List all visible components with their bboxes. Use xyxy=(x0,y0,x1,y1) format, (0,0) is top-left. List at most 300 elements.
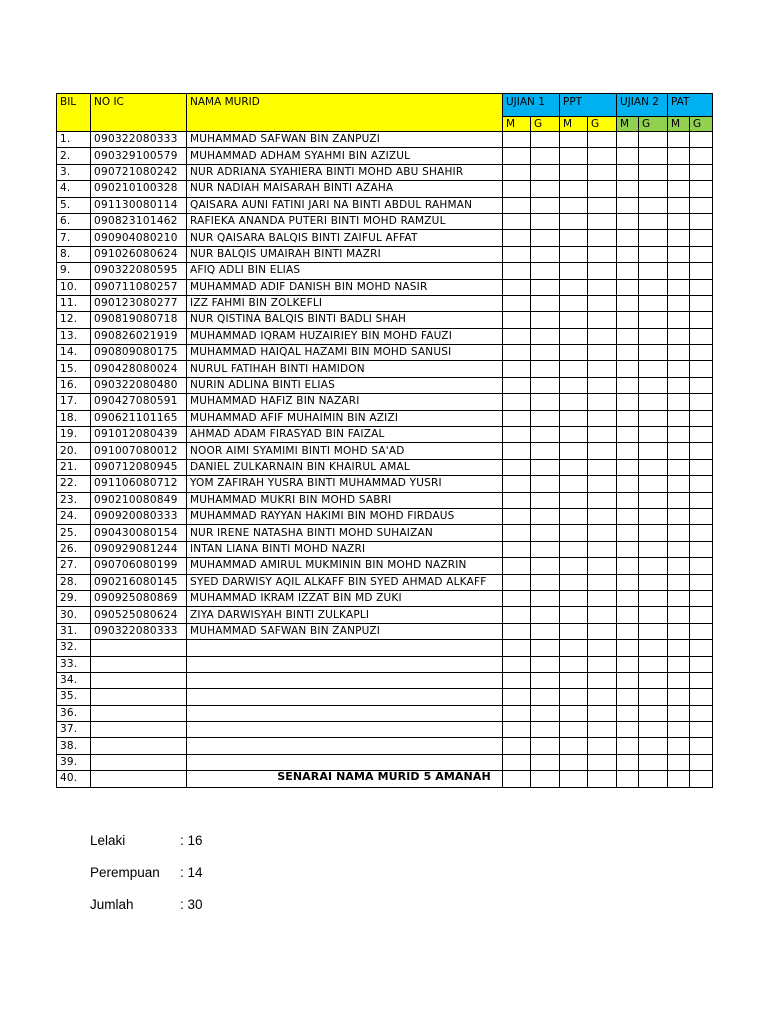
score-cell xyxy=(531,213,560,229)
score-cell xyxy=(588,722,617,738)
score-cell xyxy=(690,328,713,344)
student-name-cell: MUHAMMAD HAIQAL HAZAMI BIN MOHD SANUSI xyxy=(187,345,503,361)
score-cell xyxy=(503,623,531,639)
score-cell xyxy=(690,394,713,410)
table-row xyxy=(57,705,713,721)
student-name-cell: NUR NADIAH MAISARAH BINTI AZAHA xyxy=(187,181,503,197)
score-cell xyxy=(617,263,639,279)
student-name-cell: NUR ADRIANA SYAHIERA BINTI MOHD ABU SHAHIR xyxy=(187,164,503,180)
score-cell xyxy=(560,738,588,754)
header-ujian-2: UJIAN 2 xyxy=(617,94,668,117)
score-cell xyxy=(639,394,668,410)
score-cell xyxy=(639,279,668,295)
score-cell xyxy=(617,246,639,262)
score-cell xyxy=(503,197,531,213)
score-cell xyxy=(617,640,639,656)
score-cell xyxy=(503,738,531,754)
ic-number-cell xyxy=(91,722,187,738)
score-cell xyxy=(503,640,531,656)
student-name-cell: ZIYA DARWISYAH BINTI ZULKAPLI xyxy=(187,607,503,623)
table-row xyxy=(57,213,713,229)
score-cell xyxy=(690,508,713,524)
score-cell xyxy=(588,263,617,279)
score-cell xyxy=(560,213,588,229)
score-cell xyxy=(668,558,690,574)
score-cell xyxy=(639,722,668,738)
score-cell xyxy=(531,263,560,279)
score-cell xyxy=(617,230,639,246)
student-name-cell xyxy=(187,722,503,738)
score-cell xyxy=(617,410,639,426)
ic-number-cell: 090216080145 xyxy=(91,574,187,590)
row-number-cell: 37. xyxy=(57,722,91,738)
score-cell xyxy=(560,230,588,246)
subheader-g: G xyxy=(531,117,560,132)
score-cell xyxy=(639,640,668,656)
score-cell xyxy=(690,640,713,656)
summary-row-lelaki xyxy=(90,833,203,865)
row-number-cell: 1. xyxy=(57,132,91,148)
score-cell xyxy=(560,607,588,623)
table-row xyxy=(57,476,713,492)
score-cell xyxy=(531,345,560,361)
table-row xyxy=(57,541,713,557)
header-no-ic: NO IC xyxy=(91,94,187,132)
summary-label: Perempuan xyxy=(90,865,160,880)
score-cell xyxy=(503,410,531,426)
score-cell xyxy=(531,738,560,754)
score-cell xyxy=(588,443,617,459)
row-number-cell: 5. xyxy=(57,197,91,213)
score-cell xyxy=(668,590,690,606)
score-cell xyxy=(639,213,668,229)
score-cell xyxy=(668,722,690,738)
score-cell xyxy=(690,197,713,213)
score-cell xyxy=(531,312,560,328)
score-cell xyxy=(668,623,690,639)
score-cell xyxy=(503,754,531,770)
ic-number-cell: 090712080945 xyxy=(91,459,187,475)
subheader-g: G xyxy=(588,117,617,132)
score-cell xyxy=(531,640,560,656)
score-cell xyxy=(588,738,617,754)
score-cell xyxy=(588,295,617,311)
score-cell xyxy=(639,525,668,541)
row-number-cell: 8. xyxy=(57,246,91,262)
score-cell xyxy=(617,377,639,393)
row-number-cell: 27. xyxy=(57,558,91,574)
score-cell xyxy=(690,263,713,279)
score-cell xyxy=(503,689,531,705)
score-cell xyxy=(503,558,531,574)
subheader-m: M xyxy=(560,117,588,132)
ic-number-cell: 090525080624 xyxy=(91,607,187,623)
score-cell xyxy=(690,164,713,180)
score-cell xyxy=(639,230,668,246)
score-cell xyxy=(639,132,668,148)
score-cell xyxy=(668,738,690,754)
student-name-cell: AFIQ ADLI BIN ELIAS xyxy=(187,263,503,279)
score-cell xyxy=(588,754,617,770)
score-cell xyxy=(668,410,690,426)
score-cell xyxy=(617,328,639,344)
header-ppt: PPT xyxy=(560,94,617,117)
score-cell xyxy=(531,656,560,672)
score-cell xyxy=(588,558,617,574)
score-cell xyxy=(639,476,668,492)
score-cell xyxy=(503,132,531,148)
score-cell xyxy=(588,410,617,426)
ic-number-cell: 090819080718 xyxy=(91,312,187,328)
score-cell xyxy=(639,541,668,557)
score-cell xyxy=(617,656,639,672)
student-name-cell: NUR IRENE NATASHA BINTI MOHD SUHAIZAN xyxy=(187,525,503,541)
score-cell xyxy=(560,672,588,688)
score-cell xyxy=(668,377,690,393)
header-nama-murid: NAMA MURID xyxy=(187,94,503,132)
table-row xyxy=(57,558,713,574)
score-cell xyxy=(503,508,531,524)
score-cell xyxy=(639,377,668,393)
row-number-cell: 31. xyxy=(57,623,91,639)
score-cell xyxy=(531,443,560,459)
score-cell xyxy=(531,295,560,311)
score-cell xyxy=(690,738,713,754)
score-cell xyxy=(668,754,690,770)
score-cell xyxy=(531,148,560,164)
ic-number-cell xyxy=(91,672,187,688)
score-cell xyxy=(639,427,668,443)
row-number-cell: 39. xyxy=(57,754,91,770)
score-cell xyxy=(560,541,588,557)
summary-value: : 14 xyxy=(180,865,203,880)
score-cell xyxy=(617,508,639,524)
score-cell xyxy=(639,607,668,623)
score-cell xyxy=(560,181,588,197)
score-cell xyxy=(617,525,639,541)
ic-number-cell: 090329100579 xyxy=(91,148,187,164)
score-cell xyxy=(531,246,560,262)
score-cell xyxy=(690,361,713,377)
score-cell xyxy=(588,230,617,246)
row-number-cell: 25. xyxy=(57,525,91,541)
score-cell xyxy=(639,623,668,639)
score-cell xyxy=(588,689,617,705)
score-cell xyxy=(668,263,690,279)
score-cell xyxy=(617,722,639,738)
score-cell xyxy=(639,148,668,164)
student-name-cell: NUR QAISARA BALQIS BINTI ZAIFUL AFFAT xyxy=(187,230,503,246)
score-cell xyxy=(617,361,639,377)
score-cell xyxy=(503,525,531,541)
row-number-cell: 17. xyxy=(57,394,91,410)
score-cell xyxy=(503,164,531,180)
score-cell xyxy=(588,279,617,295)
row-number-cell: 26. xyxy=(57,541,91,557)
score-cell xyxy=(639,181,668,197)
score-cell xyxy=(531,722,560,738)
student-name-cell: QAISARA AUNI FATINI JARI NA BINTI ABDUL RAHMAN xyxy=(187,197,503,213)
score-cell xyxy=(531,377,560,393)
ic-number-cell: 090925080869 xyxy=(91,590,187,606)
ic-number-cell: 090904080210 xyxy=(91,230,187,246)
student-name-cell: IZZ FAHMI BIN ZOLKEFLI xyxy=(187,295,503,311)
score-cell xyxy=(668,672,690,688)
score-cell xyxy=(617,590,639,606)
subheader-g: G xyxy=(690,117,713,132)
score-cell xyxy=(560,246,588,262)
score-cell xyxy=(531,525,560,541)
score-cell xyxy=(617,459,639,475)
score-cell xyxy=(588,213,617,229)
score-cell xyxy=(503,213,531,229)
ic-number-cell: 091012080439 xyxy=(91,427,187,443)
score-cell xyxy=(560,558,588,574)
subheader-m: M xyxy=(668,117,690,132)
ic-number-cell xyxy=(91,754,187,770)
row-number-cell: 19. xyxy=(57,427,91,443)
score-cell xyxy=(668,132,690,148)
student-name-cell xyxy=(187,754,503,770)
table-row xyxy=(57,427,713,443)
score-cell xyxy=(531,181,560,197)
score-cell xyxy=(668,640,690,656)
score-cell xyxy=(690,689,713,705)
score-cell xyxy=(531,508,560,524)
score-cell xyxy=(588,508,617,524)
score-cell xyxy=(668,574,690,590)
row-number-cell: 20. xyxy=(57,443,91,459)
table-row xyxy=(57,181,713,197)
table-row xyxy=(57,164,713,180)
row-number-cell: 12. xyxy=(57,312,91,328)
ic-number-cell: 090823101462 xyxy=(91,213,187,229)
student-name-cell: MUHAMMAD ADHAM SYAHMI BIN AZIZUL xyxy=(187,148,503,164)
score-cell xyxy=(531,230,560,246)
score-cell xyxy=(531,541,560,557)
score-cell xyxy=(560,427,588,443)
score-cell xyxy=(560,132,588,148)
score-cell xyxy=(503,312,531,328)
score-cell xyxy=(503,443,531,459)
row-number-cell: 2. xyxy=(57,148,91,164)
score-cell xyxy=(503,705,531,721)
score-cell xyxy=(617,558,639,574)
score-cell xyxy=(668,541,690,557)
score-cell xyxy=(588,590,617,606)
score-cell xyxy=(690,754,713,770)
score-cell xyxy=(560,525,588,541)
score-cell xyxy=(560,279,588,295)
row-number-cell: 23. xyxy=(57,492,91,508)
row-number-cell: 30. xyxy=(57,607,91,623)
student-name-cell xyxy=(187,705,503,721)
score-cell xyxy=(639,345,668,361)
row-number-cell: 3. xyxy=(57,164,91,180)
score-cell xyxy=(588,656,617,672)
score-cell xyxy=(531,590,560,606)
score-cell xyxy=(617,312,639,328)
table-row xyxy=(57,148,713,164)
score-cell xyxy=(617,164,639,180)
student-name-cell: SYED DARWISY AQIL ALKAFF BIN SYED AHMAD ALKAFF xyxy=(187,574,503,590)
score-cell xyxy=(617,476,639,492)
score-cell xyxy=(503,181,531,197)
row-number-cell: 38. xyxy=(57,738,91,754)
score-cell xyxy=(639,246,668,262)
table-row xyxy=(57,656,713,672)
row-number-cell: 34. xyxy=(57,672,91,688)
score-cell xyxy=(668,328,690,344)
summary-label: Lelaki xyxy=(90,833,126,848)
score-cell xyxy=(668,345,690,361)
score-cell xyxy=(617,672,639,688)
summary-row-jumlah xyxy=(90,897,203,929)
table-row xyxy=(57,525,713,541)
score-cell xyxy=(690,705,713,721)
score-cell xyxy=(668,705,690,721)
score-cell xyxy=(588,476,617,492)
summary-row-perempuan xyxy=(90,865,203,897)
ic-number-cell: 090711080257 xyxy=(91,279,187,295)
ic-number-cell: 090322080595 xyxy=(91,263,187,279)
score-cell xyxy=(503,230,531,246)
student-name-cell xyxy=(187,640,503,656)
score-cell xyxy=(588,541,617,557)
table-row xyxy=(57,246,713,262)
score-cell xyxy=(617,541,639,557)
row-number-cell: 15. xyxy=(57,361,91,377)
score-cell xyxy=(690,377,713,393)
score-cell xyxy=(617,607,639,623)
table-row xyxy=(57,590,713,606)
ic-number-cell: 091106080712 xyxy=(91,476,187,492)
ic-number-cell: 090210080849 xyxy=(91,492,187,508)
score-cell xyxy=(668,607,690,623)
score-cell xyxy=(668,427,690,443)
score-cell xyxy=(560,148,588,164)
score-cell xyxy=(588,246,617,262)
student-name-cell: MUHAMMAD SAFWAN BIN ZANPUZI xyxy=(187,132,503,148)
table-row xyxy=(57,459,713,475)
score-cell xyxy=(503,656,531,672)
score-cell xyxy=(503,476,531,492)
score-cell xyxy=(560,459,588,475)
score-cell xyxy=(639,656,668,672)
score-cell xyxy=(639,328,668,344)
score-cell xyxy=(588,328,617,344)
student-name-cell: MUHAMMAD SAFWAN BIN ZANPUZI xyxy=(187,623,503,639)
score-cell xyxy=(639,263,668,279)
score-cell xyxy=(639,492,668,508)
score-cell xyxy=(588,607,617,623)
ic-number-cell: 090322080480 xyxy=(91,377,187,393)
score-cell xyxy=(690,541,713,557)
score-cell xyxy=(531,427,560,443)
score-cell xyxy=(668,213,690,229)
score-cell xyxy=(617,574,639,590)
subheader-g: G xyxy=(639,117,668,132)
score-cell xyxy=(503,607,531,623)
score-cell xyxy=(639,738,668,754)
score-cell xyxy=(560,197,588,213)
score-cell xyxy=(531,197,560,213)
table-row xyxy=(57,394,713,410)
score-cell xyxy=(668,246,690,262)
score-cell xyxy=(531,574,560,590)
row-number-cell: 33. xyxy=(57,656,91,672)
table-row xyxy=(57,328,713,344)
score-cell xyxy=(531,754,560,770)
score-cell xyxy=(617,443,639,459)
score-cell xyxy=(588,312,617,328)
score-cell xyxy=(690,623,713,639)
student-name-cell: INTAN LIANA BINTI MOHD NAZRI xyxy=(187,541,503,557)
score-cell xyxy=(503,672,531,688)
table-row xyxy=(57,508,713,524)
ic-number-cell xyxy=(91,738,187,754)
score-cell xyxy=(588,361,617,377)
ic-number-cell: 090809080175 xyxy=(91,345,187,361)
ic-number-cell: 091130080114 xyxy=(91,197,187,213)
row-number-cell: 9. xyxy=(57,263,91,279)
table-row xyxy=(57,443,713,459)
student-name-cell xyxy=(187,738,503,754)
student-name-cell: MUHAMMAD IKRAM IZZAT BIN MD ZUKI xyxy=(187,590,503,606)
row-number-cell: 32. xyxy=(57,640,91,656)
score-cell xyxy=(588,492,617,508)
score-cell xyxy=(639,705,668,721)
row-number-cell: 36. xyxy=(57,705,91,721)
ic-number-cell: 090920080333 xyxy=(91,508,187,524)
score-cell xyxy=(617,148,639,164)
score-cell xyxy=(690,525,713,541)
row-number-cell: 29. xyxy=(57,590,91,606)
score-cell xyxy=(531,361,560,377)
score-cell xyxy=(531,623,560,639)
score-cell xyxy=(690,295,713,311)
student-name-cell xyxy=(187,656,503,672)
score-cell xyxy=(617,738,639,754)
table-row xyxy=(57,263,713,279)
row-number-cell: 6. xyxy=(57,213,91,229)
score-cell xyxy=(668,476,690,492)
score-cell xyxy=(617,132,639,148)
score-cell xyxy=(560,443,588,459)
row-number-cell: 4. xyxy=(57,181,91,197)
score-cell xyxy=(639,443,668,459)
ic-number-cell: 091007080012 xyxy=(91,443,187,459)
score-cell xyxy=(668,459,690,475)
student-name-cell: NURIN ADLINA BINTI ELIAS xyxy=(187,377,503,393)
score-cell xyxy=(503,345,531,361)
score-cell xyxy=(560,377,588,393)
score-cell xyxy=(617,295,639,311)
header-bil: BIL xyxy=(57,94,91,132)
score-cell xyxy=(531,328,560,344)
table-row xyxy=(57,345,713,361)
score-cell xyxy=(690,148,713,164)
score-cell xyxy=(588,132,617,148)
score-cell xyxy=(560,590,588,606)
score-cell xyxy=(639,590,668,606)
row-number-cell: 21. xyxy=(57,459,91,475)
score-cell xyxy=(617,689,639,705)
student-name-cell: RAFIEKA ANANDA PUTERI BINTI MOHD RAMZUL xyxy=(187,213,503,229)
score-cell xyxy=(690,427,713,443)
score-cell xyxy=(531,492,560,508)
score-cell xyxy=(690,443,713,459)
